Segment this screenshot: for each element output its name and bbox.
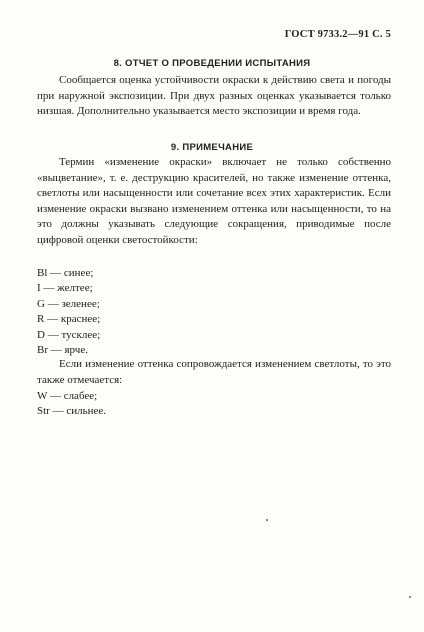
section-9-paragraph-2 bbox=[37, 357, 391, 388]
section-8-text: Сообщается оценка устойчивости окраски к действию света и погоды при наружной экспозиции. При двух разных оценках указывается только низшая. Дополнительно указывается место экспозиции и время года. bbox=[37, 74, 391, 118]
section-9-text: Термин «изменение окраски» включает не только собственно «выцветание», т. е. деструкцию красителей, но также изменение оттенка, светлоты или насыщенности или сочетание всех этих характеристик. Если изменение окраски вызвано изменением оттенка или насыщенности, то на это должны указывать следующие сокращения, приводимые после цифровой оценки светостойкости: bbox=[37, 156, 391, 246]
abbreviation-item: Bl — синее; bbox=[37, 267, 94, 279]
section-9-paragraph bbox=[37, 155, 391, 249]
section-9-text-2: Если изменение оттенка сопровождается изменением светлоты, то это также отмечается: bbox=[37, 358, 391, 386]
abbreviation-item: G — зеленее; bbox=[37, 297, 100, 310]
abbreviation-item: Str — сильнее. bbox=[37, 405, 107, 418]
scan-speck bbox=[266, 519, 268, 521]
abbreviation-item: D — тусклее; bbox=[37, 328, 101, 341]
scan-speck bbox=[409, 596, 411, 598]
abbreviation-list bbox=[37, 266, 100, 358]
abbreviation-item: W — слабее; bbox=[37, 390, 98, 402]
section-8-paragraph bbox=[37, 73, 391, 120]
section-8-title: 8. ОТЧЕТ О ПРОВЕДЕНИИ ИСПЫТАНИЯ bbox=[113, 58, 311, 69]
abbreviation-item: Br — ярче. bbox=[37, 344, 88, 357]
abbreviation-item: R — краснее; bbox=[37, 313, 101, 326]
page-header: ГОСТ 9733.2—91 С. 5 bbox=[284, 29, 391, 40]
abbreviation-list-2 bbox=[37, 389, 106, 420]
abbreviation-item: I — желтее; bbox=[37, 282, 93, 295]
section-9-title: 9. ПРИМЕЧАНИЕ bbox=[170, 142, 254, 153]
